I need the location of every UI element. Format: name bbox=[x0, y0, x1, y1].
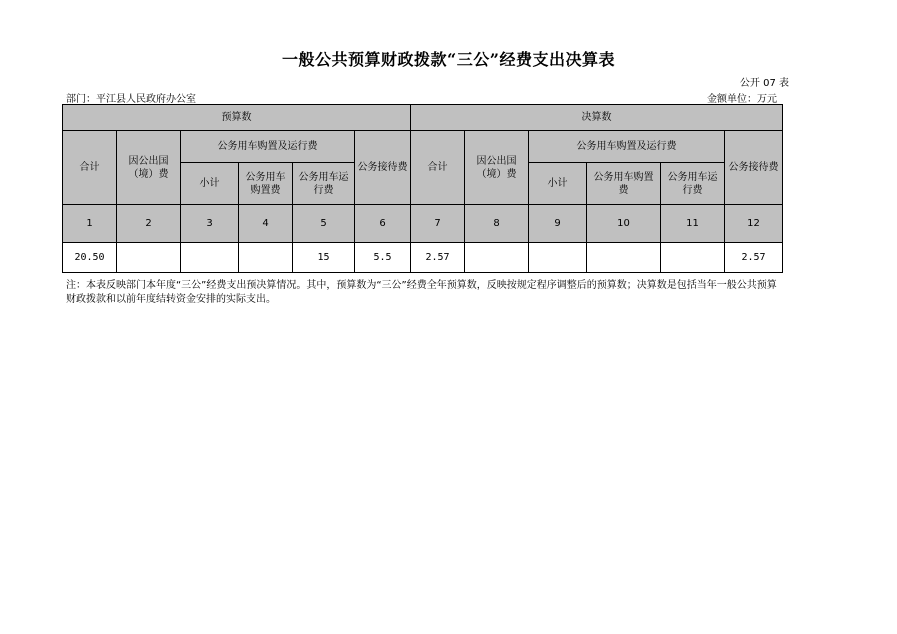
header-row-group bbox=[63, 105, 783, 131]
column-number: 8 bbox=[465, 205, 529, 243]
final-vehicle-operation-header: 公务用车运行费 bbox=[661, 163, 725, 205]
budget-vehicle-header: 公务用车购置及运行费 bbox=[181, 131, 355, 163]
final-vehicle-header: 公务用车购置及运行费 bbox=[529, 131, 725, 163]
final-vehicle-operation-value bbox=[661, 243, 725, 273]
column-number: 3 bbox=[181, 205, 239, 243]
page-title: 一般公共预算财政拨款“三公”经费支出决算表 bbox=[282, 50, 615, 69]
column-number: 5 bbox=[293, 205, 355, 243]
final-subtotal-value bbox=[529, 243, 587, 273]
column-number: 9 bbox=[529, 205, 587, 243]
final-vehicle-purchase-header: 公务用车购置费 bbox=[587, 163, 661, 205]
column-number: 6 bbox=[355, 205, 411, 243]
table-number: 公开 07 表 bbox=[739, 78, 789, 89]
budget-reception-value: 5.5 bbox=[355, 243, 411, 273]
budget-abroad-value bbox=[117, 243, 181, 273]
final-vehicle-purchase-value bbox=[587, 243, 661, 273]
column-number: 12 bbox=[725, 205, 783, 243]
budget-subtotal-header: 小计 bbox=[181, 163, 239, 205]
final-total-value: 2.57 bbox=[411, 243, 465, 273]
final-abroad-value bbox=[465, 243, 529, 273]
data-row bbox=[63, 243, 783, 273]
column-number: 4 bbox=[239, 205, 293, 243]
budget-total-value: 20.50 bbox=[63, 243, 117, 273]
budget-vehicle-operation-value: 15 bbox=[293, 243, 355, 273]
column-number: 11 bbox=[661, 205, 725, 243]
final-total-header: 合计 bbox=[411, 131, 465, 205]
header-row-categories bbox=[63, 131, 783, 163]
column-number: 7 bbox=[411, 205, 465, 243]
budget-subtotal-value bbox=[181, 243, 239, 273]
final-reception-header: 公务接待费 bbox=[725, 131, 783, 205]
final-subtotal-header: 小计 bbox=[529, 163, 587, 205]
column-number-row bbox=[63, 205, 783, 243]
column-number: 10 bbox=[587, 205, 661, 243]
amount-unit-label: 金额单位：万元 bbox=[707, 94, 777, 105]
budget-reception-header: 公务接待费 bbox=[355, 131, 411, 205]
budget-abroad-header: 因公出国（境）费 bbox=[117, 131, 181, 205]
final-reception-value: 2.57 bbox=[725, 243, 783, 273]
budget-vehicle-purchase-value bbox=[239, 243, 293, 273]
expenditure-table bbox=[62, 104, 783, 273]
budget-total-header: 合计 bbox=[63, 131, 117, 205]
department-label: 部门：平江县人民政府办公室 bbox=[66, 94, 196, 105]
final-abroad-header: 因公出国（境）费 bbox=[465, 131, 529, 205]
footnote: 注：本表反映部门本年度“三公”经费支出预决算情况。其中，预算数为“三公”经费全年预算数，反映按规定程序调整后的预算数；决算数是包括当年一般公共预算财政拨款和以前年度结转资金安排的实际支出。 bbox=[66, 280, 777, 305]
column-number: 2 bbox=[117, 205, 181, 243]
budget-vehicle-purchase-header: 公务用车购置费 bbox=[239, 163, 293, 205]
budget-header: 预算数 bbox=[63, 105, 411, 131]
column-number: 1 bbox=[63, 205, 117, 243]
final-header: 决算数 bbox=[411, 105, 783, 131]
budget-vehicle-operation-header: 公务用车运行费 bbox=[293, 163, 355, 205]
